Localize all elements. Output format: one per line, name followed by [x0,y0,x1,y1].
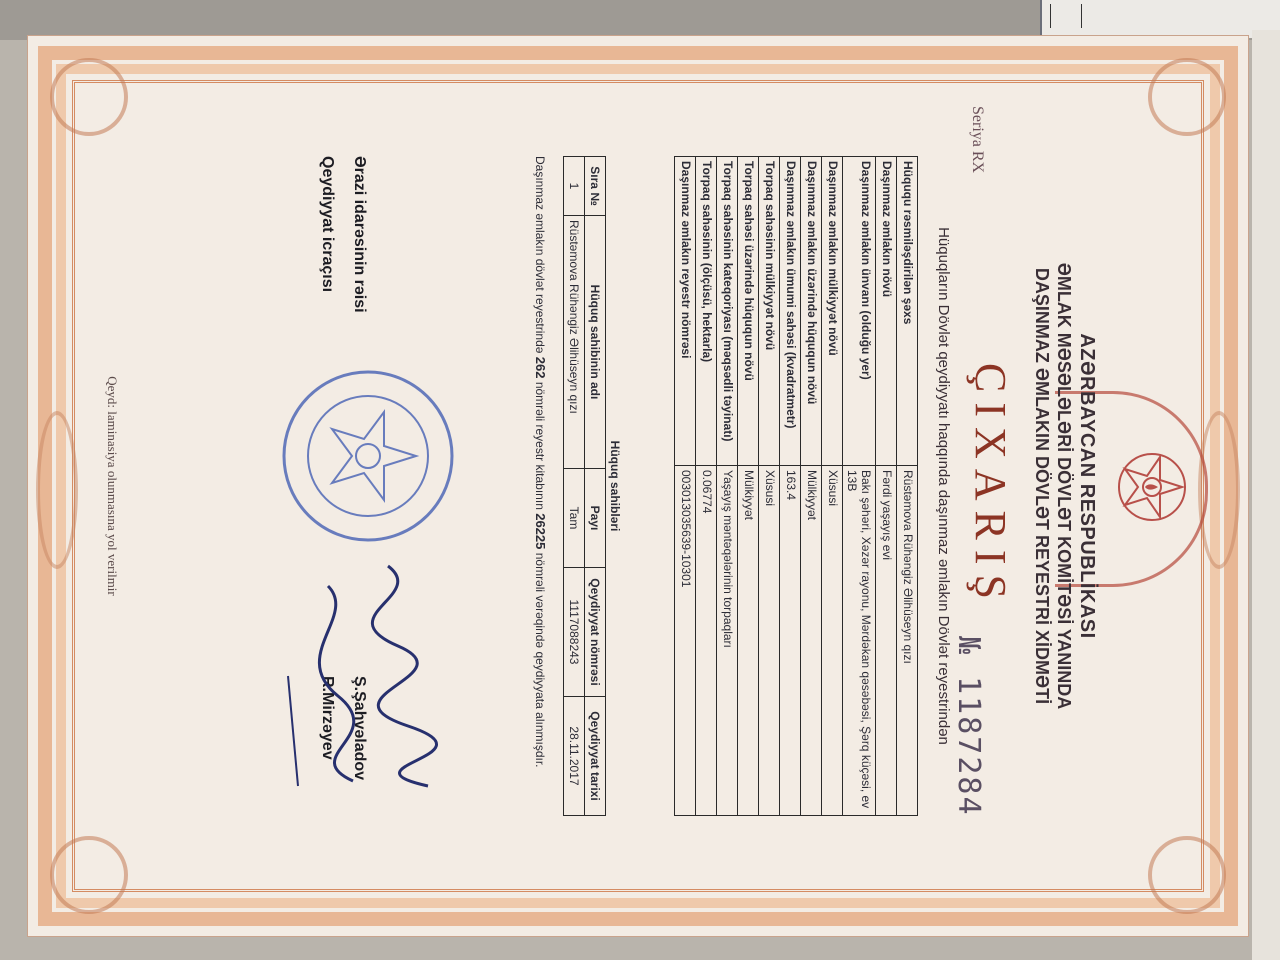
header-country: AZƏRBAYCAN RESPUBLİKASI [1076,333,1098,639]
table-row [696,157,717,816]
detail-label: Daşınmaz əmlakın növü [876,157,897,466]
owners-table [563,156,606,816]
corner-ornament [50,58,128,136]
handwritten-signature-icon [268,556,448,796]
corner-ornament [1148,836,1226,914]
registration-note: Daşınmaz əmlakın dövlət reyestrində 262 nömrəli reyestr kitabının 26225 nömrəli vərəqində qeydiyyata alınmışdır. [533,156,548,768]
owner-share: Tam [564,469,585,568]
state-emblem-icon [1116,451,1188,523]
table-row [897,157,918,816]
registry-book-number: 262 [533,356,548,379]
detail-label: Daşınmaz əmlakın mülkiyyət növü [822,157,843,466]
detail-label: Daşınmaz əmlakın üzərində hüququn növü [801,157,822,466]
detail-label: Daşınmaz əmlakın reyestr nömrəsi [675,157,696,466]
table-row [822,157,843,816]
column-header: Hüquq sahibinin adı [585,216,606,469]
signatory-role-executor: Qeydiyyat icraçısı [319,156,336,293]
column-header: Qeydiyyat tarixi [585,697,606,816]
document-title: ÇIXARIŞ [966,362,1015,610]
column-header: Sıra № [585,157,606,216]
detail-value: Mülkiyyət [738,466,759,816]
detail-label: Torpaq sahəsinin (ölçüsü, hektarla) [696,157,717,466]
registry-page-number: 26225 [533,513,548,550]
registration-date: 28.11.2017 [564,697,585,816]
detail-value: Xüsusi [759,466,780,816]
detail-label: Daşınmaz əmlakın ümumi sahəsi (kvadratmetr) [780,157,801,466]
corner-ornament [1148,58,1226,136]
signatory-name-head: Ş.Şahvəladov [351,676,368,781]
detail-value: Bakı şəhəri, Xəzər rayonu, Mərdəkan qəsəbəsi, Şərq küçəsi, ev 13B [843,466,876,816]
official-stamp-icon [278,366,458,546]
document-subtitle: Hüquqların Dövlət qeydiyyatı haqqında daşınmaz əmlakın Dövlət reyestrindən [935,227,952,745]
certificate-document [28,36,1248,936]
signatory-name-executor: R.Mirzəyev [319,676,336,760]
lamination-note: Qeyd: laminasiya olunmasına yol verilmir [105,376,120,596]
detail-label: Torpaq sahəsi üzərində hüququn növü [738,157,759,466]
detail-value: Yaşayış məntəqələrinin torpaqları [717,466,738,816]
table-row [564,157,585,816]
table-row [675,157,696,816]
side-ornament [36,411,78,569]
detail-value: Rüstəmova Rühəngiz Əlihüseyn qızı [897,466,918,816]
property-details-table [674,156,918,816]
table-row [759,157,780,816]
signatory-role-head: Ərazi idarəsinin rəisi [351,156,368,313]
detail-value: 163.4 [780,466,801,816]
document-frame [12,20,1264,952]
detail-label: Hüququ rəsmiləşdirilən şəxs [897,157,918,466]
corner-ornament [50,836,128,914]
detail-value: Xüsusi [822,466,843,816]
owner-name: Rüstəmova Rühəngiz Əlihüseyn qızı [564,216,585,469]
detail-value: 0.06774 [696,466,717,816]
table-row [801,157,822,816]
detail-value: 003013035639-10301 [675,466,696,816]
series-label: Seriya RX [969,106,986,174]
table-header-row [585,157,606,816]
header-committee: ƏMLAK MƏSƏLƏLƏRİ DÖVLƏT KOMİTƏSİ YANINDA [1054,262,1074,710]
detail-label: Torpaq sahəsinin kateqoriyası (məqsədli təyinatı) [717,157,738,466]
detail-label: Daşınmaz əmlakın ünvanı (olduğu yer) [843,157,876,466]
table-row [717,157,738,816]
owner-number: 1 [564,157,585,216]
owners-heading: Hüquq sahibləri [608,440,622,532]
registration-number: 1117088243 [564,568,585,697]
table-row [843,157,876,816]
detail-value: Fərdi yaşayış evi [876,466,897,816]
detail-label: Torpaq sahəsinin mülkiyyət növü [759,157,780,466]
table-row [876,157,897,816]
column-header: Qeydiyyat nömrəsi [585,568,606,697]
document-number: № 1187284 [951,636,986,817]
header-service: DAŞINMAZ ƏMLAKIN DÖVLƏT REYESTRİ XİDMƏTİ [1032,267,1052,705]
table-row [738,157,759,816]
table-row [780,157,801,816]
column-header: Payı [585,469,606,568]
detail-value: Mülkiyyət [801,466,822,816]
